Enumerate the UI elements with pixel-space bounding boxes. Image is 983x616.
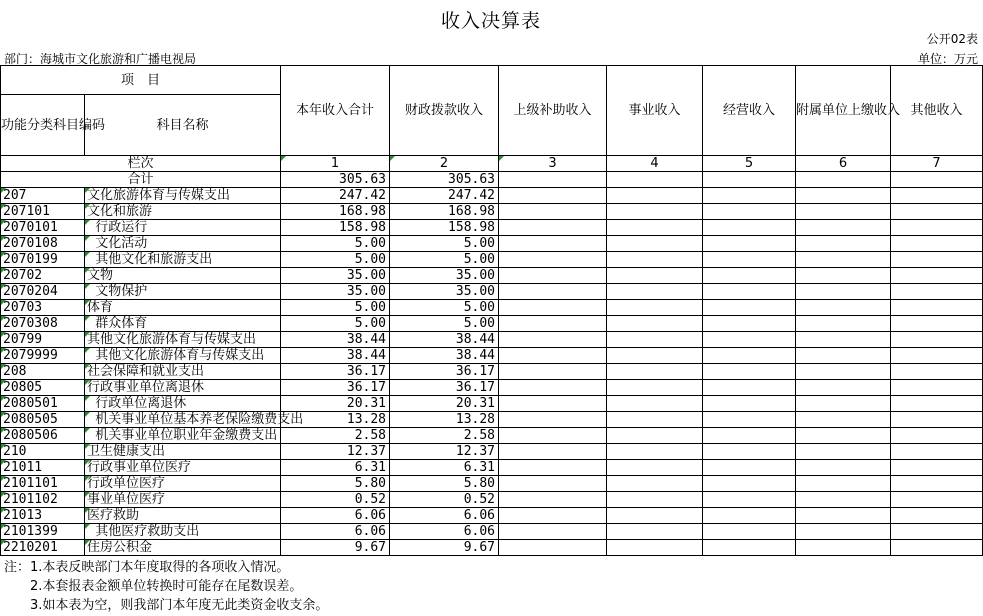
empty-cell <box>796 316 891 332</box>
row-code: 207101 <box>1 204 85 220</box>
table-row <box>1 492 983 508</box>
row-c1: 9.67 <box>281 540 390 556</box>
row-code: 20703 <box>1 300 85 316</box>
row-name: 行政事业单位离退休 <box>85 380 281 396</box>
empty-cell <box>607 524 703 540</box>
empty-cell <box>796 204 891 220</box>
row-code: 2101101 <box>1 476 85 492</box>
row-c2: 0.52 <box>390 492 499 508</box>
row-code: 2079999 <box>1 348 85 364</box>
seq-5: 5 <box>703 156 796 172</box>
empty-cell <box>499 236 607 252</box>
row-c2: 38.44 <box>390 348 499 364</box>
seq-4: 4 <box>607 156 703 172</box>
row-code: 2080506 <box>1 428 85 444</box>
row-code: 2070308 <box>1 316 85 332</box>
empty-cell <box>891 412 983 428</box>
row-c2: 5.00 <box>390 300 499 316</box>
table-row <box>1 540 983 556</box>
empty-cell <box>607 492 703 508</box>
row-code: 21011 <box>1 460 85 476</box>
row-c2: 35.00 <box>390 268 499 284</box>
row-name: 文化和旅游 <box>85 204 281 220</box>
row-code: 2070199 <box>1 252 85 268</box>
row-c2: 20.31 <box>390 396 499 412</box>
table-row <box>1 284 983 300</box>
row-c2: 36.17 <box>390 380 499 396</box>
total-row <box>1 172 983 188</box>
empty-cell <box>703 476 796 492</box>
empty-cell <box>607 268 703 284</box>
header-code: 功能分类科目编码 <box>1 95 85 156</box>
row-name: 行政事业单位医疗 <box>85 460 281 476</box>
empty-cell <box>607 428 703 444</box>
row-name: 其他文化旅游体育与传媒支出 <box>85 332 281 348</box>
row-code: 2080501 <box>1 396 85 412</box>
row-c2: 38.44 <box>390 332 499 348</box>
empty-cell <box>607 396 703 412</box>
empty-cell <box>499 220 607 236</box>
row-c2: 12.37 <box>390 444 499 460</box>
table-row <box>1 252 983 268</box>
table-row <box>1 524 983 540</box>
table-row <box>1 316 983 332</box>
empty-cell <box>499 460 607 476</box>
empty-cell <box>607 220 703 236</box>
table-row <box>1 364 983 380</box>
unit-label: 单位：万元 <box>917 52 978 66</box>
empty-cell <box>891 236 983 252</box>
empty-cell <box>703 220 796 236</box>
empty-cell <box>499 284 607 300</box>
row-c1: 2.58 <box>281 428 390 444</box>
row-c2: 2.58 <box>390 428 499 444</box>
row-c1: 38.44 <box>281 348 390 364</box>
empty-cell <box>891 476 983 492</box>
row-c1: 5.80 <box>281 476 390 492</box>
row-c2: 6.31 <box>390 460 499 476</box>
table-row <box>1 204 983 220</box>
table-row <box>1 428 983 444</box>
empty-cell <box>499 188 607 204</box>
row-name: 机关事业单位基本养老保险缴费支出 <box>85 412 281 428</box>
header-col-2: 财政拨款收入 <box>390 66 499 156</box>
empty-cell <box>796 252 891 268</box>
row-name: 行政单位医疗 <box>85 476 281 492</box>
row-c1: 5.00 <box>281 316 390 332</box>
empty-cell <box>703 284 796 300</box>
empty-cell <box>891 252 983 268</box>
total-label: 合计 <box>1 172 281 188</box>
row-c2: 36.17 <box>390 364 499 380</box>
empty-cell <box>891 332 983 348</box>
table-row <box>1 348 983 364</box>
empty-cell <box>891 204 983 220</box>
empty-cell <box>607 348 703 364</box>
header-item: 项 目 <box>1 66 281 95</box>
row-c2: 9.67 <box>390 540 499 556</box>
empty-cell <box>796 236 891 252</box>
row-c1: 5.00 <box>281 236 390 252</box>
row-c1: 6.31 <box>281 460 390 476</box>
empty-cell <box>499 364 607 380</box>
row-c2: 5.00 <box>390 252 499 268</box>
empty-cell <box>796 476 891 492</box>
row-name: 文物 <box>85 268 281 284</box>
row-c2: 6.06 <box>390 508 499 524</box>
row-c1: 5.00 <box>281 300 390 316</box>
empty-cell <box>703 268 796 284</box>
row-c2: 158.98 <box>390 220 499 236</box>
table-row <box>1 188 983 204</box>
row-code: 207 <box>1 188 85 204</box>
empty-cell <box>499 444 607 460</box>
seq-7: 7 <box>891 156 983 172</box>
row-c1: 6.06 <box>281 508 390 524</box>
empty-cell <box>607 300 703 316</box>
empty-cell <box>607 204 703 220</box>
row-c2: 5.00 <box>390 316 499 332</box>
empty-cell <box>796 460 891 476</box>
row-c1: 38.44 <box>281 332 390 348</box>
header-col-7: 其他收入 <box>891 66 983 156</box>
row-c1: 0.52 <box>281 492 390 508</box>
row-code: 2070108 <box>1 236 85 252</box>
empty-cell <box>703 540 796 556</box>
row-name: 体育 <box>85 300 281 316</box>
empty-cell <box>796 268 891 284</box>
empty-cell <box>703 412 796 428</box>
note-1: 注：1.本表反映部门本年度取得的各项收入情况。 <box>4 560 290 575</box>
empty-cell <box>891 364 983 380</box>
empty-cell <box>703 380 796 396</box>
empty-cell <box>607 236 703 252</box>
row-code: 2101399 <box>1 524 85 540</box>
row-name: 卫生健康支出 <box>85 444 281 460</box>
header-name: 科目名称 <box>85 95 281 156</box>
empty-cell <box>607 508 703 524</box>
row-name: 群众体育 <box>85 316 281 332</box>
row-c1: 247.42 <box>281 188 390 204</box>
empty-cell <box>499 332 607 348</box>
empty-cell <box>796 540 891 556</box>
row-code: 2080505 <box>1 412 85 428</box>
empty-cell <box>796 524 891 540</box>
row-c1: 35.00 <box>281 284 390 300</box>
income-table <box>0 65 983 556</box>
empty-cell <box>891 348 983 364</box>
empty-cell <box>891 284 983 300</box>
empty-cell <box>891 460 983 476</box>
empty-cell <box>703 460 796 476</box>
empty-cell <box>499 508 607 524</box>
row-c2: 5.80 <box>390 476 499 492</box>
empty-cell <box>499 380 607 396</box>
row-c2: 247.42 <box>390 188 499 204</box>
empty-cell <box>607 380 703 396</box>
empty-cell <box>891 220 983 236</box>
empty-cell <box>499 316 607 332</box>
row-code: 2101102 <box>1 492 85 508</box>
header-col-5: 经营收入 <box>703 66 796 156</box>
empty-cell <box>499 204 607 220</box>
row-code: 2210201 <box>1 540 85 556</box>
header-col-4: 事业收入 <box>607 66 703 156</box>
row-c1: 13.28 <box>281 412 390 428</box>
row-code: 20799 <box>1 332 85 348</box>
empty-cell <box>891 188 983 204</box>
table-row <box>1 380 983 396</box>
table-row <box>1 220 983 236</box>
row-c1: 35.00 <box>281 268 390 284</box>
empty-cell <box>607 364 703 380</box>
row-c1: 36.17 <box>281 380 390 396</box>
row-name: 文物保护 <box>85 284 281 300</box>
total-c1: 305.63 <box>281 172 390 188</box>
row-c1: 5.00 <box>281 252 390 268</box>
row-name: 文化旅游体育与传媒支出 <box>85 188 281 204</box>
seq-label: 栏次 <box>1 156 281 172</box>
empty-cell <box>796 380 891 396</box>
empty-cell <box>796 492 891 508</box>
department-label: 部门：海城市文化旅游和广播电视局 <box>4 52 197 66</box>
empty-cell <box>796 508 891 524</box>
empty-cell <box>703 428 796 444</box>
empty-cell <box>499 300 607 316</box>
empty-cell <box>703 364 796 380</box>
empty-cell <box>499 396 607 412</box>
empty-cell <box>891 492 983 508</box>
empty-cell <box>499 252 607 268</box>
note-3: 3.如本表为空，则我部门本年度无此类资金收支余。 <box>4 598 329 613</box>
row-name: 事业单位医疗 <box>85 492 281 508</box>
note-2: 2.本套报表金额单位转换时可能存在尾数误差。 <box>4 579 303 594</box>
empty-cell <box>891 268 983 284</box>
row-name: 住房公积金 <box>85 540 281 556</box>
empty-cell <box>796 188 891 204</box>
row-c1: 6.06 <box>281 524 390 540</box>
empty-cell <box>891 508 983 524</box>
form-id: 公开02表 <box>926 32 978 46</box>
empty-cell <box>607 412 703 428</box>
row-c1: 168.98 <box>281 204 390 220</box>
seq-1: 1 <box>281 156 390 172</box>
empty-cell <box>891 428 983 444</box>
empty-cell <box>607 444 703 460</box>
table-row <box>1 476 983 492</box>
notes <box>4 558 328 615</box>
empty-cell <box>796 412 891 428</box>
empty-cell <box>607 188 703 204</box>
empty-cell <box>499 492 607 508</box>
empty-cell <box>703 508 796 524</box>
empty-cell <box>499 348 607 364</box>
empty-cell <box>891 396 983 412</box>
seq-row <box>1 156 983 172</box>
empty-cell <box>499 540 607 556</box>
row-code: 210 <box>1 444 85 460</box>
empty-cell <box>703 188 796 204</box>
row-c2: 13.28 <box>390 412 499 428</box>
seq-6: 6 <box>796 156 891 172</box>
empty-cell <box>703 332 796 348</box>
row-name: 行政运行 <box>85 220 281 236</box>
empty-cell <box>796 428 891 444</box>
page-title: 收入决算表 <box>440 10 541 32</box>
table-row <box>1 332 983 348</box>
empty-cell <box>607 252 703 268</box>
row-name: 其他文化和旅游支出 <box>85 252 281 268</box>
empty-cell <box>891 540 983 556</box>
table-row <box>1 460 983 476</box>
total-c2: 305.63 <box>390 172 499 188</box>
empty-cell <box>703 236 796 252</box>
row-c2: 5.00 <box>390 236 499 252</box>
row-c2: 6.06 <box>390 524 499 540</box>
row-code: 2070204 <box>1 284 85 300</box>
table-row <box>1 444 983 460</box>
row-c2: 35.00 <box>390 284 499 300</box>
table-row <box>1 508 983 524</box>
empty-cell <box>796 332 891 348</box>
table-row <box>1 268 983 284</box>
seq-2: 2 <box>390 156 499 172</box>
empty-cell <box>607 540 703 556</box>
row-name: 文化活动 <box>85 236 281 252</box>
header-col-3: 上级补助收入 <box>499 66 607 156</box>
empty-cell <box>703 524 796 540</box>
row-name: 其他医疗救助支出 <box>85 524 281 540</box>
row-code: 208 <box>1 364 85 380</box>
empty-cell <box>703 300 796 316</box>
table-row <box>1 236 983 252</box>
empty-cell <box>796 396 891 412</box>
empty-cell <box>499 268 607 284</box>
empty-cell <box>703 492 796 508</box>
empty-cell <box>703 444 796 460</box>
empty-cell <box>796 348 891 364</box>
table-row <box>1 396 983 412</box>
empty-cell <box>607 332 703 348</box>
empty-cell <box>796 364 891 380</box>
empty-cell <box>796 444 891 460</box>
empty-cell <box>607 284 703 300</box>
row-code: 20702 <box>1 268 85 284</box>
row-code: 20805 <box>1 380 85 396</box>
empty-cell <box>703 316 796 332</box>
row-name: 其他文化旅游体育与传媒支出 <box>85 348 281 364</box>
header-col-1: 本年收入合计 <box>281 66 390 156</box>
row-name: 医疗救助 <box>85 508 281 524</box>
table-row <box>1 412 983 428</box>
empty-cell <box>499 476 607 492</box>
row-name: 社会保障和就业支出 <box>85 364 281 380</box>
empty-cell <box>796 300 891 316</box>
empty-cell <box>703 204 796 220</box>
row-name: 机关事业单位职业年金缴费支出 <box>85 428 281 444</box>
empty-cell <box>703 252 796 268</box>
row-code: 21013 <box>1 508 85 524</box>
row-name: 行政单位离退休 <box>85 396 281 412</box>
row-c1: 158.98 <box>281 220 390 236</box>
seq-3: 3 <box>499 156 607 172</box>
empty-cell <box>499 428 607 444</box>
empty-cell <box>703 396 796 412</box>
empty-cell <box>703 348 796 364</box>
table-row <box>1 300 983 316</box>
empty-cell <box>499 524 607 540</box>
row-c1: 20.31 <box>281 396 390 412</box>
empty-cell <box>607 460 703 476</box>
row-c2: 168.98 <box>390 204 499 220</box>
row-c1: 36.17 <box>281 364 390 380</box>
empty-cell <box>607 476 703 492</box>
empty-cell <box>891 444 983 460</box>
empty-cell <box>796 220 891 236</box>
empty-cell <box>891 524 983 540</box>
empty-cell <box>891 380 983 396</box>
row-code: 2070101 <box>1 220 85 236</box>
empty-cell <box>607 316 703 332</box>
empty-cell <box>891 300 983 316</box>
empty-cell <box>891 316 983 332</box>
empty-cell <box>796 284 891 300</box>
row-c1: 12.37 <box>281 444 390 460</box>
header-col-6: 附属单位上缴收入 <box>796 66 891 156</box>
empty-cell <box>499 412 607 428</box>
